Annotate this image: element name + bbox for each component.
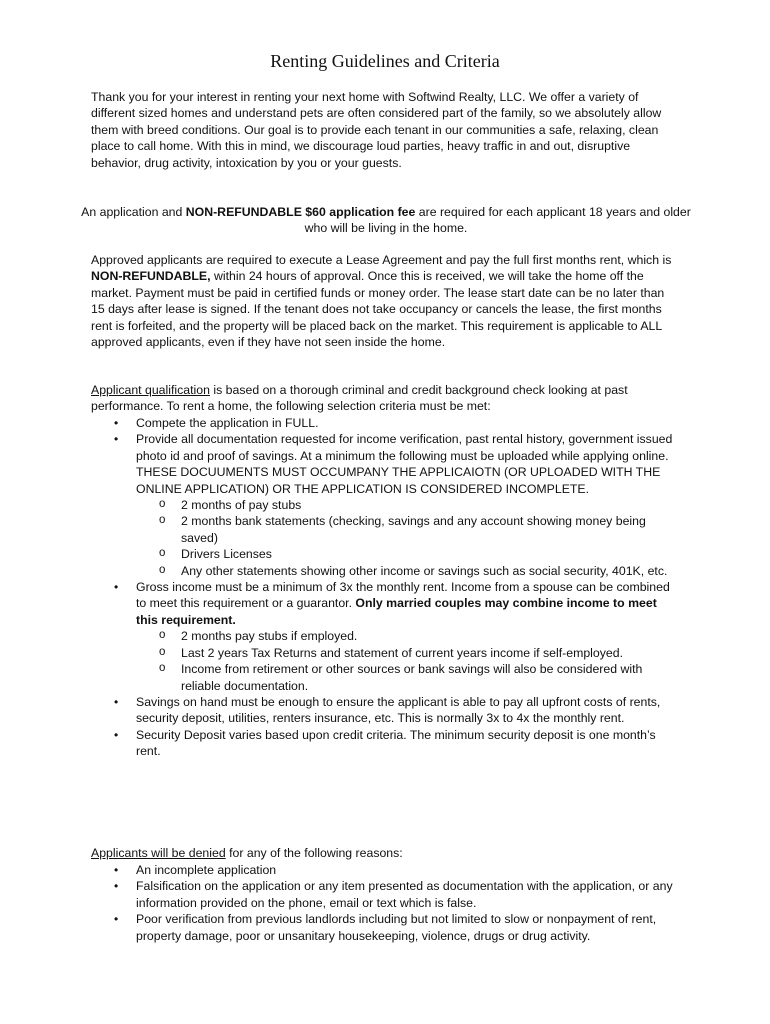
sub-list-item: o 2 months of pay stubs [181, 497, 681, 513]
application-fee-pre: An application and [81, 205, 186, 219]
list-item [136, 415, 681, 431]
list-item: • An incomplete application [136, 862, 681, 878]
list-item: • Falsification on the application or any item presented as documentation with the application, or any information provided on the phone, email or text which is false. [136, 878, 681, 911]
criteria-item-text: Compete the application in FULL. [136, 416, 319, 430]
documentation-sublist [181, 497, 681, 579]
sub-list-item: o 2 months bank statements (checking, savings and any account showing money being saved) [181, 513, 681, 546]
approved-post: within 24 hours of approval. Once this is received, we will take the home off the market. Payment must be paid in certified funds or money order. The lease start date can be no later than 15 days after lease is signed. If the tenant does not take occupancy or cancels the lease, the first months rent is forfeited, and the property will be placed back on the market. This requirement is applicable to ALL approved applicants, even if they have not seen inside the home. [91, 269, 665, 350]
list-item [136, 694, 681, 727]
application-fee-paragraph [80, 204, 692, 237]
criteria-item-text: Security Deposit varies based upon credit criteria. The minimum security deposit is one month’s rent. [136, 727, 656, 759]
sub-list-item: o Income from retirement or other sources or bank savings will also be considered with reliable documentation. [181, 661, 681, 694]
intro-paragraph: Thank you for your interest in renting your next home with Softwind Realty, LLC. We offer a variety of different sized homes and understand pets are often considered part of the family, so we absolutely allow them with breed conditions. Our goal is to provide each tenant in our communities a safe, relaxing, clean place to call home. With this in mind, we discourage loud parties, heavy traffic in and out, disruptive behavior, drug activity, intoxication by you or your guests. [91, 90, 662, 170]
approved-bold: NON-REFUNDABLE, [91, 269, 211, 284]
page-title: Renting Guidelines and Criteria [270, 51, 500, 71]
denied-paragraph [91, 845, 681, 861]
qualification-criteria-list [136, 415, 681, 760]
application-fee-bold: NON-REFUNDABLE $60 application fee [185, 205, 416, 219]
qualification-paragraph [91, 382, 681, 415]
list-item [136, 579, 681, 694]
criteria-item-bold: Only married couples may combine income to meet this requirement. [136, 596, 657, 627]
application-fee-post: are required for each applicant 18 years and older who will be living in the home. [304, 205, 691, 236]
income-sublist [181, 628, 681, 694]
criteria-item-text: Gross income must be a minimum of 3x the monthly rent. Income from a spouse can be combined to meet this requirement or a guarantor. [136, 580, 670, 611]
denial-reasons-list [136, 862, 681, 944]
criteria-item-text: Savings on hand must be enough to ensure the applicant is able to pay all upfront costs of rents, security deposit, utilities, renters insurance, etc. This is normally 3x to 4x the monthly rent. [136, 694, 661, 726]
list-item: • Poor verification from previous landlords including but not limited to slow or nonpayment of rent, property damage, poor or unsanitary housekeeping, violence, drugs or drug activity. [136, 911, 681, 944]
qualification-lead: Applicant qualification [91, 383, 210, 397]
approved-pre: Approved applicants are required to execute a Lease Agreement and pay the full first months rent, which is [91, 253, 672, 267]
denied-rest: for any of the following reasons: [225, 846, 403, 860]
sub-list-item: o Last 2 years Tax Returns and statement of current years income if self-employed. [181, 645, 681, 661]
sub-list-item: o Drivers Licenses [181, 546, 681, 562]
list-item [136, 727, 681, 760]
sub-list-item: o 2 months pay stubs if employed. [181, 628, 681, 644]
approved-applicants-paragraph [91, 252, 681, 350]
qualification-rest: is based on a thorough criminal and credit background check looking at past performance. To rent a home, the following selection criteria must be met: [91, 383, 628, 414]
list-item [136, 431, 681, 579]
sub-list-item: o Any other statements showing other income or savings such as social security, 401K, etc. [181, 563, 681, 579]
denied-lead: Applicants will be denied [91, 846, 226, 860]
criteria-item-text: Provide all documentation requested for income verification, past rental history, government issued photo id and proof of savings. At a minimum the following must be uploaded while applying online. THESE DOCUUMENTS MUST OCCUMPANY THE APPLICAIOTN (OR UPLOADED WITH THE ONLINE APPLICATION) OR THE APPLICATION IS CONSIDERED INCOMPLETE. [136, 432, 673, 496]
